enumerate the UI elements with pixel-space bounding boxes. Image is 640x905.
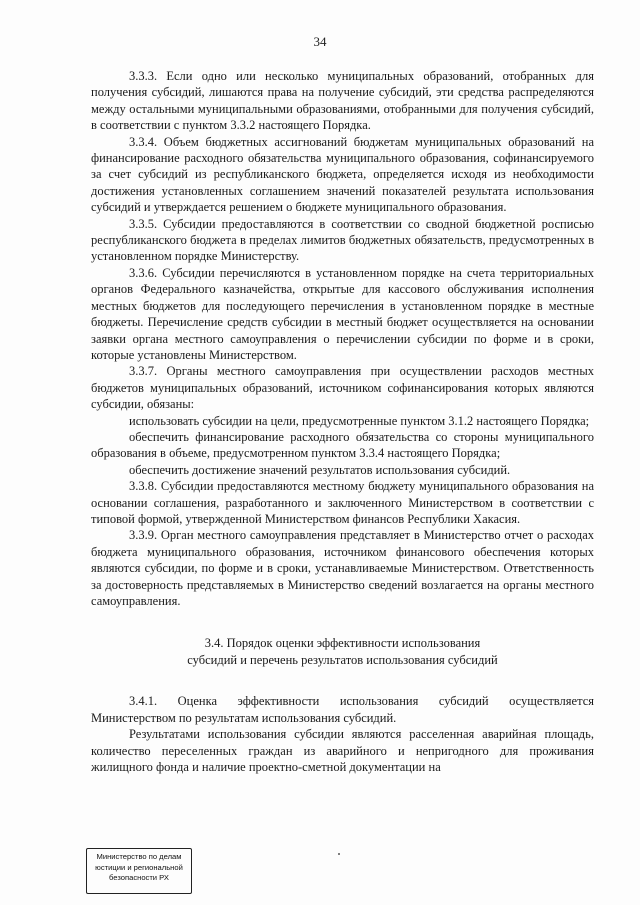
document-body xyxy=(91,68,594,775)
paragraph-3-4-1: 3.4.1. Оценка эффективности использования субсидий осуществляется Министерством по результатам использования субсидий. xyxy=(91,694,594,725)
section-title-line: 3.4. Порядок оценки эффективности использования xyxy=(204,636,481,651)
stamp-line: безопасности РХ xyxy=(109,873,169,882)
paragraph-3-3-8: 3.3.8. Субсидии предоставляются местному бюджету муниципального образования на основании соглашения, разработанного и заключенного Министерством в соответствии с типовой формой, утвержденной Министерством финансов Республики Хакасия. xyxy=(91,479,594,526)
paragraph-3-3-9: 3.3.9. Орган местного самоуправления представляет в Министерство отчет о расходах бюджета муниципального образования, источником финансового обеспечения которых являются субсидии, по форме и в сроки, устанавливаемые Министерством. Ответственность за достоверность представляемых в Министерство сведений возлагается на органы местного самоуправления. xyxy=(91,528,594,608)
ministry-stamp xyxy=(86,848,192,894)
stamp-line: Министерство по делам xyxy=(96,852,182,861)
paragraph-3-3-3: 3.3.3. Если одно или несколько муниципальных образований, отобранных для получения субсидий, лишаются права на получение субсидий, эти средства распределяются между остальными муниципальными образованиями, отобранными для получения субсидий, в соответствии с пунктом 3.3.2 настоящего Порядка. xyxy=(91,69,594,133)
obligation-item: обеспечить финансирование расходного обязательства со стороны муниципального образования в объеме, предусмотренном пунктом 3.3.4 настоящего Порядка; xyxy=(91,429,594,461)
obligation-item: использовать субсидии на цели, предусмотренные пунктом 3.1.2 настоящего Порядка; xyxy=(129,413,590,428)
paragraph-results: Результатами использования субсидии являются расселенная аварийная площадь, количество переселенных граждан из аварийного и непригодного для проживания жилищного фонда и наличие проектно-сметной документации на xyxy=(91,727,594,775)
paragraph-3-3-7: 3.3.7. Органы местного самоуправления при осуществлении расходов местных бюджетов муниципальных образований, источником софинансирования которых являются субсидии, обязаны: xyxy=(91,364,594,412)
section-title-line: субсидий и перечень результатов использования субсидий xyxy=(187,653,498,668)
page-number: 34 xyxy=(313,34,327,49)
paragraph-3-3-4: 3.3.4. Объем бюджетных ассигнований бюджетам муниципальных образований на финансирование расходного обязательства муниципального образования, софинансируемого за счет субсидий из республиканского бюджета, определяется исходя из необходимости достижения установленных соглашением значений показателей результата использования субсидий и утверждается решением о бюджете муниципального образования. xyxy=(91,134,594,215)
section-title xyxy=(91,635,594,669)
paragraph-3-3-5: 3.3.5. Субсидии предоставляются в соответствии со сводной бюджетной росписью республиканского бюджета в пределах лимитов бюджетных обязательств, предусмотренных в установленном порядке Министерству. xyxy=(91,216,594,264)
scan-speck xyxy=(338,853,340,855)
stamp-line: юстиции и региональной xyxy=(95,862,183,872)
paragraph-3-3-6: 3.3.6. Субсидии перечисляются в установленном порядке на счета территориальных органов Федерального казначейства, открытые для кассового обслуживания исполнения местных бюджетов для последующего перечисления в установленном порядке в местные бюджеты. Перечисление средств субсидии в местный бюджет осуществляется на основании заявки органа местного самоуправления о перечислении субсидии по форме и в сроки, которые установлены Министерством. xyxy=(91,265,594,362)
obligation-item: обеспечить достижение значений результатов использования субсидий. xyxy=(129,462,511,477)
